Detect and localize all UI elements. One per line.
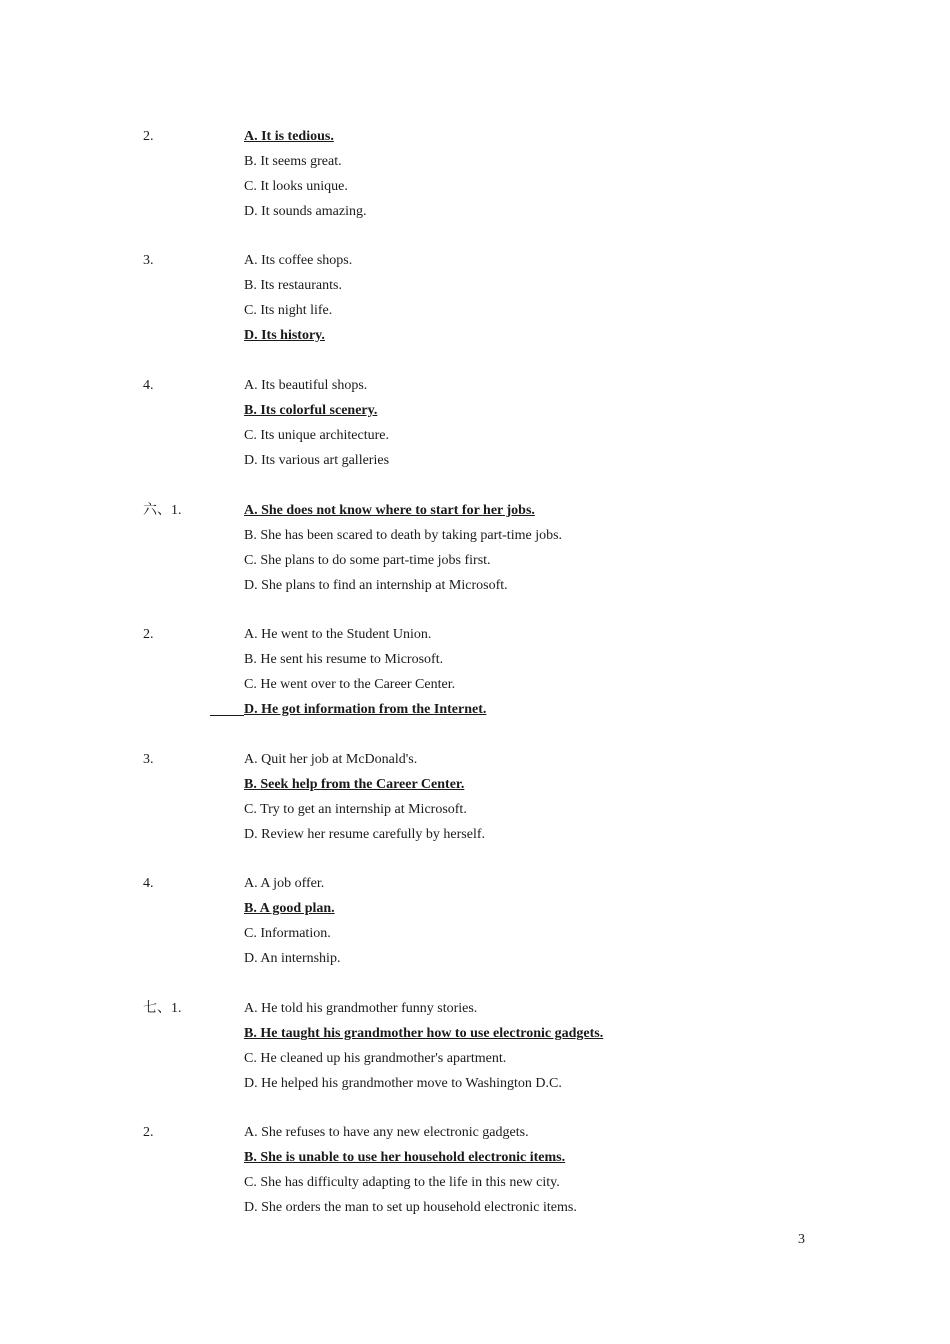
option-correct: D. Its history. — [244, 328, 325, 343]
option: D. An internship. — [244, 951, 341, 966]
option-correct: B. Its colorful scenery. — [244, 403, 378, 418]
option: A. She refuses to have any new electronic gadgets. — [244, 1125, 529, 1140]
option: C. Its unique architecture. — [244, 428, 390, 443]
page-number: 3 — [798, 1232, 805, 1247]
option: D. Its various art galleries — [244, 453, 390, 468]
option: A. He told his grandmother funny stories. — [244, 1001, 478, 1016]
option-list — [244, 373, 389, 473]
option: B. Its restaurants. — [244, 278, 342, 293]
option-correct: D. He got information from the Internet. — [244, 702, 487, 717]
question-number: 4. — [143, 876, 154, 891]
option: C. He went over to the Career Center. — [244, 677, 456, 692]
option: C. He cleaned up his grandmother's apartment. — [244, 1051, 507, 1066]
option-list — [244, 747, 485, 847]
option: D. She orders the man to set up household electronic items. — [244, 1200, 577, 1215]
option: B. He sent his resume to Microsoft. — [244, 652, 444, 667]
question-number: 2. — [143, 1125, 154, 1140]
option: C. She has difficulty adapting to the life in this new city. — [244, 1175, 560, 1190]
option-correct: B. She is unable to use her household electronic items. — [244, 1150, 566, 1165]
question-number: 七、1. — [143, 1001, 182, 1016]
option-correct: B. He taught his grandmother how to use electronic gadgets. — [244, 1026, 604, 1041]
option: C. She plans to do some part-time jobs first. — [244, 553, 491, 568]
option: A. He went to the Student Union. — [244, 627, 432, 642]
answer-underline — [210, 715, 244, 716]
option: D. It sounds amazing. — [244, 204, 367, 219]
option: D. Review her resume carefully by herself. — [244, 827, 486, 842]
option: B. She has been scared to death by taking part-time jobs. — [244, 528, 563, 543]
option-list — [244, 498, 562, 598]
option: D. She plans to find an internship at Microsoft. — [244, 578, 508, 593]
option: B. It seems great. — [244, 154, 342, 169]
option-correct: A. It is tedious. — [244, 129, 334, 144]
option: C. Try to get an internship at Microsoft. — [244, 802, 467, 817]
question-number: 2. — [143, 627, 154, 642]
question-number: 3. — [143, 253, 154, 268]
option-list — [244, 1120, 577, 1220]
option-list — [244, 622, 486, 722]
option-list — [244, 124, 366, 224]
question-number: 4. — [143, 378, 154, 393]
question-number: 2. — [143, 129, 154, 144]
option: A. Quit her job at McDonald's. — [244, 752, 418, 767]
option: C. It looks unique. — [244, 179, 348, 194]
option-list — [244, 996, 603, 1096]
option: D. He helped his grandmother move to Washington D.C. — [244, 1076, 562, 1091]
option-list — [244, 248, 352, 348]
option-correct: A. She does not know where to start for her jobs. — [244, 503, 535, 518]
option: A. Its coffee shops. — [244, 253, 353, 268]
question-number: 六、1. — [143, 503, 182, 518]
option-list — [244, 871, 340, 971]
option: A. Its beautiful shops. — [244, 378, 368, 393]
option: C. Its night life. — [244, 303, 333, 318]
option-correct: B. A good plan. — [244, 901, 335, 916]
option-correct: B. Seek help from the Career Center. — [244, 777, 465, 792]
question-number: 3. — [143, 752, 154, 767]
option: A. A job offer. — [244, 876, 325, 891]
option: C. Information. — [244, 926, 331, 941]
